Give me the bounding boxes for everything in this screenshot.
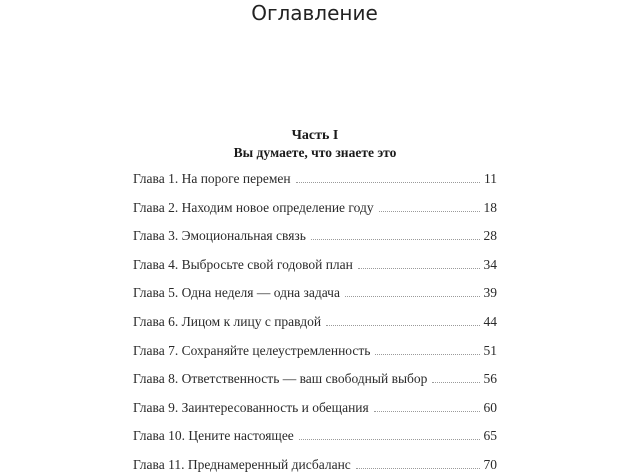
page-number: 18: [483, 199, 497, 215]
page-title: Оглавление: [251, 1, 378, 25]
page-number: 70: [483, 456, 497, 472]
chapter-title: Глава 5. Одна неделя — одна задача: [133, 285, 340, 301]
chapter-list: [133, 172, 497, 472]
page-number: 39: [483, 285, 497, 301]
page-number: 56: [483, 371, 497, 387]
part-heading: Часть I: [291, 128, 339, 143]
toc-entry[interactable]: [133, 229, 497, 243]
dot-leader: [432, 382, 479, 383]
toc-entry[interactable]: [133, 344, 497, 358]
toc-entry[interactable]: [133, 372, 497, 386]
page-number: 34: [483, 256, 497, 272]
dot-leader: [311, 239, 480, 240]
toc-entry[interactable]: [133, 201, 497, 215]
page-number: 44: [483, 313, 497, 329]
page-number: 60: [483, 399, 497, 415]
dot-leader: [296, 182, 480, 183]
toc-entry[interactable]: [133, 286, 497, 300]
chapter-title: Глава 2. Находим новое определение году: [133, 199, 374, 215]
toc-entry[interactable]: [133, 315, 497, 329]
dot-leader: [326, 325, 479, 326]
page-number: 65: [483, 428, 497, 444]
chapter-title: Глава 3. Эмоциональная связь: [133, 228, 306, 244]
chapter-title: Глава 1. На пороге перемен: [133, 171, 291, 186]
toc-entry[interactable]: [133, 172, 497, 186]
toc-entry[interactable]: [133, 458, 497, 472]
dot-leader: [375, 354, 479, 355]
chapter-title: Глава 4. Выбросьте свой годовой план: [133, 256, 353, 272]
chapter-title: Глава 8. Ответственность — ваш свободный выбор: [133, 371, 428, 387]
chapter-title: Глава 11. Преднамеренный дисбаланс: [133, 456, 351, 472]
dot-leader: [358, 268, 480, 269]
chapter-title: Глава 6. Лицом к лицу с правдой: [133, 313, 322, 329]
chapter-title: Глава 9. Заинтересованность и обещания: [133, 399, 369, 415]
dot-leader: [379, 211, 480, 212]
page-number: 28: [483, 228, 497, 244]
table-of-contents: [133, 127, 497, 472]
dot-leader: [356, 468, 480, 469]
dot-leader: [374, 411, 480, 412]
toc-entry[interactable]: [133, 401, 497, 415]
page-number: 11: [484, 171, 497, 186]
part-subtitle: Вы думаете, что знаете это: [233, 145, 397, 160]
dot-leader: [345, 296, 480, 297]
page-number: 51: [483, 342, 497, 358]
chapter-title: Глава 10. Цените настоящее: [133, 428, 294, 444]
toc-entry[interactable]: [133, 429, 497, 443]
chapter-title: Глава 7. Сохраняйте целеустремленность: [133, 342, 371, 358]
toc-entry[interactable]: [133, 258, 497, 272]
dot-leader: [299, 439, 480, 440]
